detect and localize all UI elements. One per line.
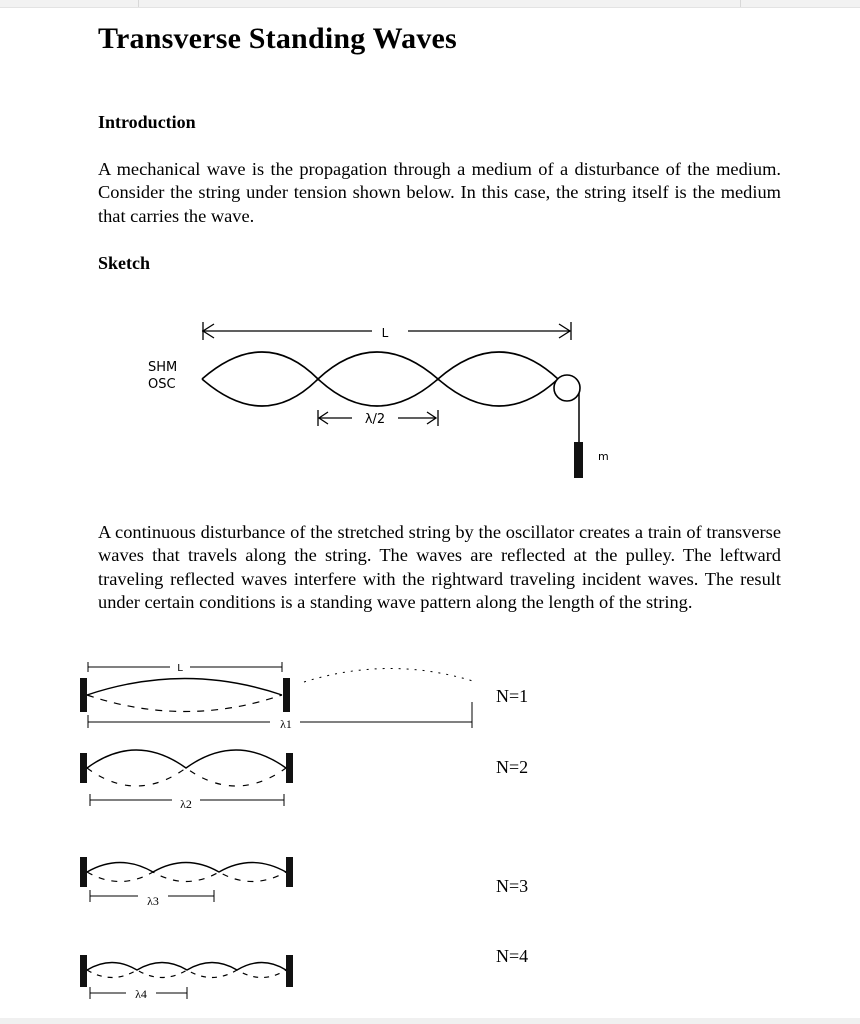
introduction-paragraph: A mechanical wave is the propagation through a medium of a disturbance of the medium. Consider the string under tension shown below. In this case, the string itself is the medium that carries the wave. — [98, 159, 781, 226]
pulley — [554, 375, 580, 401]
mode-n4-label: N=4 — [496, 946, 529, 966]
mode-n4-diagram — [80, 955, 293, 1001]
right-clamp — [286, 753, 293, 783]
oscillator-label-line2: OSC — [148, 377, 176, 392]
harmonic-modes-diagram — [60, 650, 500, 1010]
standing-wave-loops — [202, 352, 567, 406]
oscillator-label-line1: SHM — [148, 360, 178, 375]
right-clamp — [286, 857, 293, 887]
right-clamp — [286, 955, 293, 987]
toolbar-divider — [740, 0, 741, 7]
left-clamp — [80, 955, 87, 987]
page-title: Transverse Standing Waves — [98, 22, 457, 55]
mode-n2-label: N=2 — [496, 757, 529, 777]
mass-label: m — [598, 450, 609, 463]
top-toolbar-strip — [0, 0, 860, 8]
explanation-paragraph: A continuous disturbance of the stretched string by the oscillator creates a train of transverse waves that travels along the string. The waves are reflected at the pulley. The leftward traveling reflected waves interfere with the rightward traveling incident waves. The result under certain conditions is a standing wave pattern along the length of the string. — [98, 522, 781, 613]
mode-n1-diagram — [80, 662, 476, 731]
toolbar-divider — [138, 0, 139, 7]
mode-n3-diagram — [80, 857, 293, 908]
left-clamp — [80, 678, 87, 712]
standing-wave-sketch — [130, 300, 650, 500]
bottom-scroll-strip — [0, 1018, 860, 1024]
mode-n1-length-label: L — [177, 663, 183, 674]
mode-n2-diagram — [80, 750, 293, 811]
introduction-heading: Introduction — [98, 112, 196, 132]
length-label: L — [381, 326, 389, 340]
mode-n1-wavelength-label: λ1 — [280, 717, 292, 731]
mode-n3-wavelength-label: λ3 — [147, 894, 159, 908]
mode-n2-wavelength-label: λ2 — [180, 797, 192, 811]
hanging-mass — [574, 442, 583, 478]
right-clamp — [283, 678, 290, 712]
mode-n4-wavelength-label: λ4 — [135, 987, 147, 1001]
left-clamp — [80, 753, 87, 783]
mode-n1-label: N=1 — [496, 686, 529, 706]
left-clamp — [80, 857, 87, 887]
mode-n3-label: N=3 — [496, 876, 529, 896]
sketch-heading: Sketch — [98, 253, 151, 273]
half-wavelength-label: λ/2 — [364, 412, 386, 427]
